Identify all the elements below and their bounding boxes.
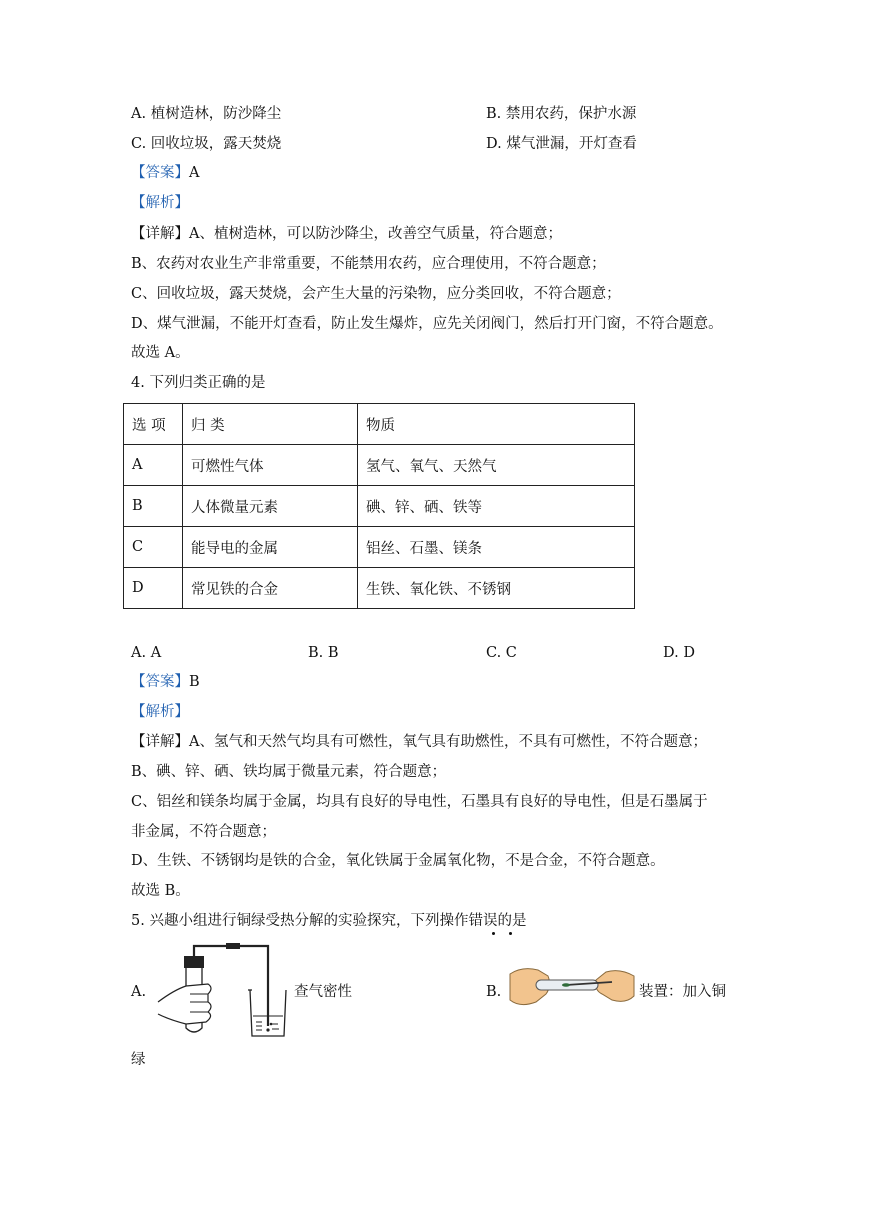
table-cell: 碘、锌、硒、铁等 [358, 486, 635, 527]
q5-stem: 5. 兴趣小组进行铜绿受热分解的实验探究，下列操作错误的是 [131, 913, 527, 929]
table-cell: 能导电的金属 [183, 527, 358, 568]
detail-tag: 【详解】 [131, 226, 189, 242]
table-cell: 铝丝、石墨、镁条 [358, 527, 635, 568]
hand [158, 984, 211, 1024]
answer-value: B [189, 674, 200, 690]
tube-connector [226, 943, 240, 949]
q3-option-c: C. 回收垃圾，露天焚烧 [131, 136, 282, 152]
q4-detail-line-1 [131, 732, 707, 752]
bubble [270, 1023, 273, 1026]
q3-analysis-tag: 【解析】 [131, 195, 189, 211]
table-cell: B [124, 486, 183, 527]
q3-detail-line-4: D、煤气泄漏，不能开灯查看，防止发生爆炸，应先关闭阀门，然后打开门窗，不符合题意。 [131, 316, 723, 332]
table-row [124, 445, 635, 486]
q4-detail-line-4: 非金属，不符合题意； [131, 824, 276, 840]
detail-tag: 【详解】 [131, 734, 189, 750]
q5-option-b-text-cont: 绿 [131, 1052, 146, 1068]
rubber-stopper [184, 956, 204, 968]
table-cell: 可燃性气体 [183, 445, 358, 486]
table-cell: 人体微量元素 [183, 486, 358, 527]
table-cell: C [124, 527, 183, 568]
q5-option-a-text: 查气密性 [294, 984, 352, 1000]
q3-option-d: D. 煤气泄漏，开灯查看 [486, 136, 637, 152]
answer-tag: 【答案】 [131, 674, 189, 690]
q3-option-b: B. 禁用农药，保护水源 [486, 106, 637, 122]
bubble [266, 1028, 269, 1031]
q4-stem: 4. 下列归类正确的是 [131, 375, 266, 391]
detail-text: A、氢气和天然气均具有可燃性，氧气具有助燃性，不具有可燃性，不符合题意； [189, 734, 707, 750]
classification-table [123, 403, 635, 609]
table-header-cell: 归 类 [183, 404, 358, 445]
q3-detail-line-3: C、回收垃圾，露天焚烧，会产生大量的污染物，应分类回收，不符合题意； [131, 286, 621, 302]
emphasis-dot [492, 932, 495, 935]
table-cell: A [124, 445, 183, 486]
q3-detail-line-2: B、农药对农业生产非常重要，不能禁用农药，应合理使用，不符合题意； [131, 256, 606, 272]
q4-conclusion: 故选 B。 [131, 883, 190, 899]
table-header-row [124, 404, 635, 445]
q4-detail-line-5: D、生铁、不锈钢均是铁的合金，氧化铁属于金属氧化物，不是合金，不符合题意。 [131, 853, 665, 869]
table-row [124, 568, 635, 609]
table-row [124, 486, 635, 527]
table-cell: D [124, 568, 183, 609]
q4-detail-line-2: B、碘、锌、硒、铁均属于微量元素，符合题意； [131, 764, 447, 780]
table-cell: 常见铁的合金 [183, 568, 358, 609]
q3-detail-line-1 [131, 224, 562, 244]
q5-option-a-label: A. [131, 984, 147, 1000]
q5-option-b-text: 装置：加入铜 [639, 984, 726, 1000]
table-cell: 氢气、氧气、天然气 [358, 445, 635, 486]
q3-conclusion: 故选 A。 [131, 345, 190, 361]
adding-powder-figure [508, 962, 636, 1012]
table-header-cell: 物质 [358, 404, 635, 445]
q4-option-c: C. C [486, 645, 517, 661]
table-row [124, 527, 635, 568]
q4-detail-line-3: C、铝丝和镁条均属于金属，均具有良好的导电性，石墨具有良好的导电性，但是石墨属于 [131, 794, 708, 810]
table-cell: 生铁、氧化铁、不锈钢 [358, 568, 635, 609]
detail-text: A、植树造林，可以防沙降尘，改善空气质量，符合题意； [189, 226, 562, 242]
answer-value: A [189, 165, 200, 181]
q4-answer [131, 672, 200, 692]
q4-analysis-tag: 【解析】 [131, 704, 189, 720]
q4-option-a: A. A [131, 645, 162, 661]
table-header-cell: 选 项 [124, 404, 183, 445]
q4-option-b: B. B [308, 645, 339, 661]
q5-option-b-label: B. [486, 984, 502, 1000]
emphasis-dot [509, 932, 512, 935]
airtightness-check-figure [150, 940, 300, 1040]
q3-answer [131, 163, 199, 183]
right-hand [596, 971, 634, 1002]
answer-tag: 【答案】 [131, 165, 189, 181]
q4-option-d: D. D [663, 645, 695, 661]
copper-green-powder [562, 983, 570, 987]
q3-option-a: A. 植树造林，防沙降尘 [131, 106, 282, 122]
